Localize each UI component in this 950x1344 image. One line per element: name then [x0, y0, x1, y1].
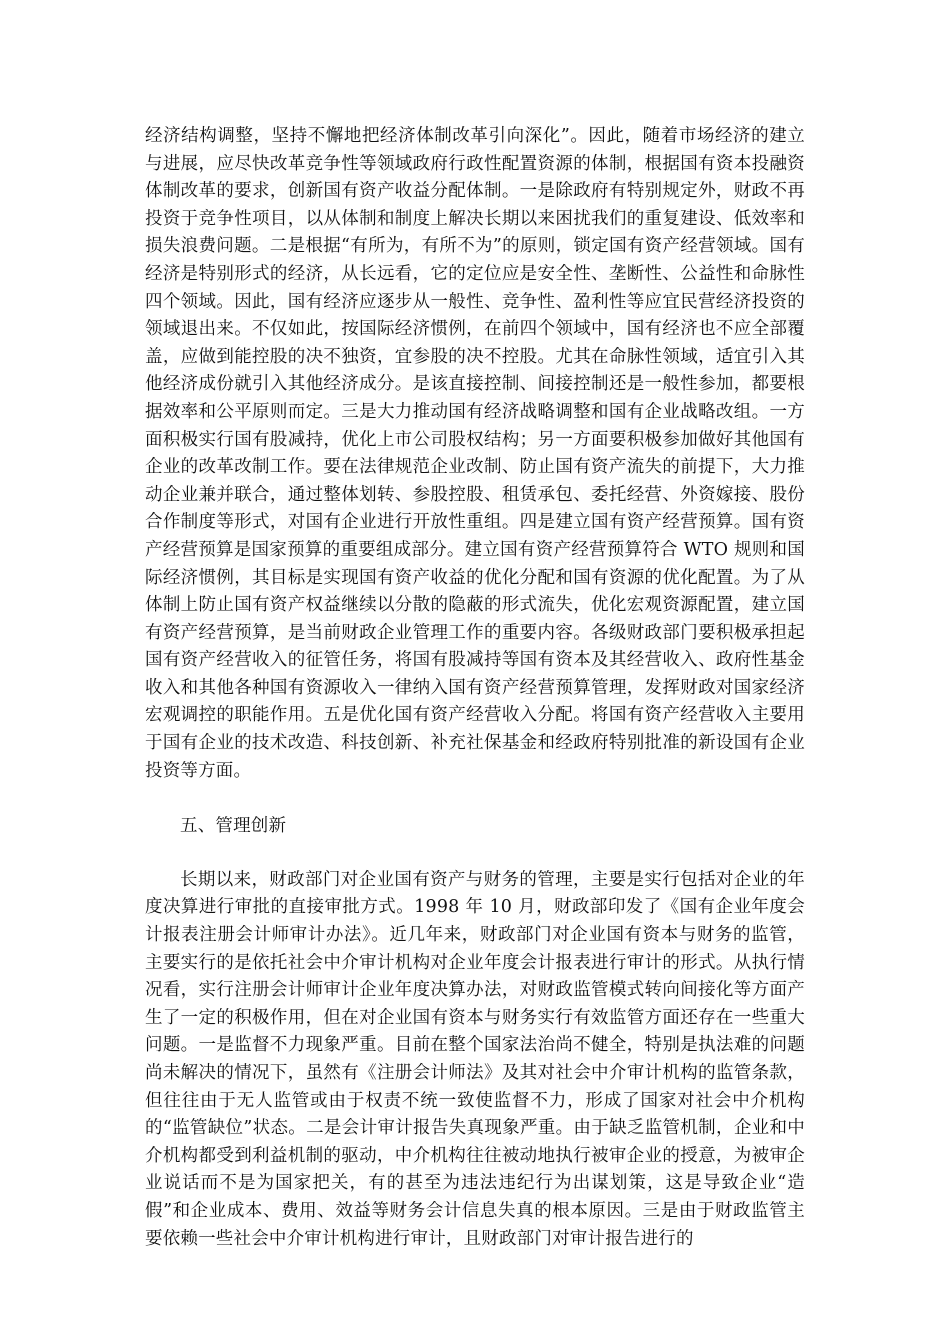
section-heading: 五、管理创新 [180, 816, 287, 837]
body-paragraph-2: 长期以来，财政部门对企业国有资产与财务的管理，主要是实行包括对企业的年度决算进行审批的直接审批方式。1998 年 10 月，财政部印发了《国有企业年度会计报表注册会计师审计办法》。近几年来，财政部门对企业国有资本与财务的监管，主要实行的是依托社会中介审计机构对企业年度会计报表进行审计的形式。从执行情况看，实行注册会计师审计企业年度决算办法，对财政监管模式转向间接化等方面产生了一定的积极作用，但在对企业国有资本与财务实行有效监管方面还存在一些重大问题。一是监督不力现象严重。目前在整个国家法治尚不健全，特别是执法难的问题尚未解决的情况下，虽然有《注册会计师法》及其对社会中介审计机构的监管条款，但往往由于无人监管或由于权责不统一致使监督不力，形成了国家对社会中介机构的“监管缺位”状态。二是会计审计报告失真现象严重。由于缺乏监管机制，企业和中介机构都受到利益机制的驱动，中介机构往往被动地执行被审企业的授意，为被审企业说话而不是为国家把关，有的甚至为违法违纪行为出谋划策，这是导致企业“造假”和企业成本、费用、效益等财务会计信息失真的根本原因。三是由于财政监管主要依赖一些社会中介审计机构进行审计，且财政部门对审计报告进行的 [145, 869, 805, 1249]
document-page [145, 123, 805, 1253]
body-paragraph-1: 经济结构调整，坚持不懈地把经济体制改革引向深化”。因此，随着市场经济的建立与进展，应尽快改革竞争性等领域政府行政性配置资源的体制，根据国有资本投融资体制改革的要求，创新国有资产收益分配体制。一是除政府有特别规定外，财政不再投资于竞争性项目，以从体制和制度上解决长期以来困扰我们的重复建设、低效率和损失浪费问题。二是根据“有所为，有所不为”的原则，锁定国有资产经营领域。国有经济是特别形式的经济，从长远看，它的定位应是安全性、垄断性、公益性和命脉性四个领域。因此，国有经济应逐步从一般性、竞争性、盈利性等应宜民营经济投资的领域退出来。不仅如此，按国际经济惯例，在前四个领域中，国有经济也不应全部覆盖，应做到能控股的决不独资，宜参股的决不控股。尤其在命脉性领域，适宜引入其他经济成份就引入其他经济成分。是该直接控制、间接控制还是一般性参加，都要根据效率和公平原则而定。三是大力推动国有经济战略调整和国有企业战略改组。一方面积极实行国有股减持，优化上市公司股权结构；另一方面要积极参加做好其他国有企业的改革改制工作。要在法律规范企业改制、防止国有资产流失的前提下，大力推动企业兼并联合，通过整体划转、参股控股、租赁承包、委托经营、外资嫁接、股份合作制度等形式，对国有企业进行开放性重组。四是建立国有资产经营预算。国有资产经营预算是国家预算的重要组成部分。建立国有资产经营预算符合 WTO 规则和国际经济惯例，其目标是实现国有资产收益的优化分配和国有资源的优化配置。为了从体制上防止国有资产权益继续以分散的隐蔽的形式流失，优化宏观资源配置，建立国有资产经营预算，是当前财政企业管理工作的重要内容。各级财政部门要积极承担起国有资产经营收入的征管任务，将国有股减持等国有资本及其经营收入、政府性基金收入和其他各种国有资源收入一律纳入国有资产经营预算管理，发挥财政对国家经济宏观调控的职能作用。五是优化国有资产经营收入分配。将国有资产经营收入主要用于国有企业的技术改造、科技创新、补充社保基金和经政府特别批准的新设国有企业投资等方面。 [145, 126, 805, 781]
